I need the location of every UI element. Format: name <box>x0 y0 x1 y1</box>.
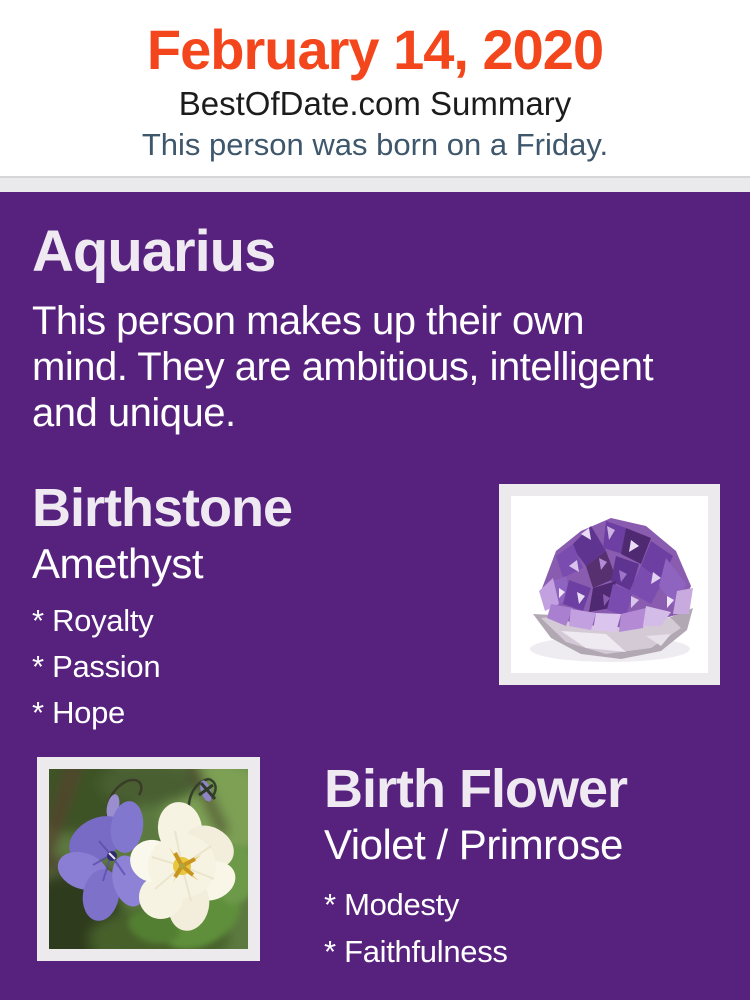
birthstone-section <box>32 478 722 743</box>
birth-flower-section <box>32 757 722 984</box>
amethyst-crystal-illustration <box>511 496 708 673</box>
birth-flower-trait: * Faithfulness <box>324 934 508 970</box>
birth-day-note: This person was born on a Friday. <box>141 126 609 162</box>
birthstone-heading: Birthstone <box>32 477 292 538</box>
birthstone-text <box>32 478 489 743</box>
birth-flower-heading: Birth Flower <box>324 758 628 819</box>
zodiac-description: This person makes up their own mind. They are ambitious, intelligent and unique. <box>32 298 654 435</box>
birthstone-name: Amethyst <box>32 540 204 588</box>
birthstone-trait-list <box>32 602 489 730</box>
date-title: February 14, 2020 <box>146 17 604 81</box>
birthstone-trait: * Passion <box>32 648 161 684</box>
page-header <box>0 0 750 176</box>
site-summary-subtitle: BestOfDate.com Summary <box>178 84 572 122</box>
birthstone-trait: * Hope <box>32 694 125 730</box>
zodiac-sign-heading: Aquarius <box>32 219 276 284</box>
birth-flower-image <box>37 757 260 961</box>
birth-flower-trait: * Modesty <box>324 887 460 923</box>
zodiac-panel <box>0 192 750 1000</box>
header-divider <box>0 176 750 192</box>
violet-primrose-illustration <box>49 769 248 949</box>
birth-flower-trait-list <box>324 887 722 970</box>
amethyst-image <box>499 484 720 685</box>
birth-flower-name: Violet / Primrose <box>324 821 623 869</box>
birth-flower-text <box>324 757 722 984</box>
birthstone-trait: * Royalty <box>32 602 154 638</box>
